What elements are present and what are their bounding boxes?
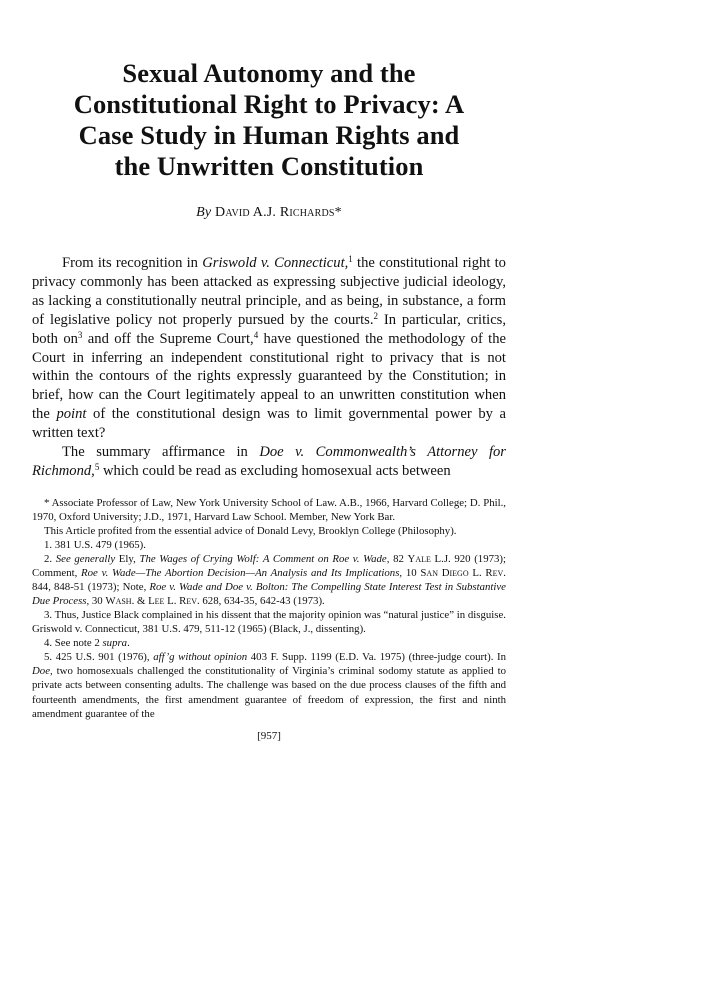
text-run: 82	[389, 553, 408, 566]
author-footnote-mark: *	[334, 205, 342, 220]
footnote-star: * Associate Professor of Law, New York University School of Law. A.B., 1966, Harvard College; D. Phil., 1970, Oxford University; J.D., 1971, Harvard Law School. Member, New York Bar.	[32, 496, 506, 523]
text-run: 10	[402, 567, 421, 580]
article-citation: Roe v. Wade—The Abortion Decision—An Analysis and Its Implications,	[81, 567, 403, 580]
footnote-3: 3. Thus, Justice Black complained in his dissent that the majority opinion was “natural justice” in disguise. Griswold v. Connecticut, 381 U.S. 479, 511-12 (1965) (Black, J., dissenting).	[32, 609, 506, 636]
footnote-ref-2: 2	[373, 310, 378, 321]
article-body	[32, 254, 506, 481]
footnote-ref-1: 1	[348, 254, 353, 264]
case-name: Griswold v. Connecticut,	[202, 255, 349, 271]
footnote-2	[32, 552, 506, 608]
footnote-4	[32, 636, 506, 650]
footnote-5	[32, 650, 506, 720]
journal-name: Rev.	[485, 567, 506, 580]
signal: aff’g without opinion	[153, 651, 248, 664]
journal-name: Yale	[407, 553, 431, 566]
text-run: which could be read as excluding homosexual acts between	[99, 462, 451, 479]
byline-by: By	[196, 205, 212, 220]
text-run: of the constitutional design was to limit governmental power by a written text?	[32, 406, 506, 442]
text-run: 4. See note 2	[44, 637, 103, 650]
text-run: 30	[89, 595, 106, 608]
text-run: The summary affirmance in	[62, 444, 260, 461]
body-paragraph-2	[32, 443, 506, 481]
page-number: [957]	[257, 729, 281, 742]
emphasis: point	[56, 406, 87, 423]
article-citation: The Wages of Crying Wolf: A Comment on Roe v. Wade,	[139, 553, 390, 566]
title-line: Sexual Autonomy and the	[122, 58, 416, 88]
footnote-acknowledgment: This Article profited from the essential advice of Donald Levy, Brooklyn College (Philosophy).	[44, 524, 457, 537]
text-run: 403 F. Supp. 1199 (E.D. Va. 1975) (three-judge court). In	[247, 651, 507, 664]
body-paragraph-1	[32, 254, 506, 443]
text-run: 2.	[44, 553, 56, 566]
case-name: Doe v. Commonwealth’s Attorney for Richmond,	[32, 444, 506, 479]
text-run: 844, 848-51 (1973); Note,	[32, 581, 150, 594]
text-run: In particular, critics, both on	[32, 311, 507, 347]
footnotes	[32, 496, 506, 721]
text-run: the constitutional right to privacy commonly has been attacked as expressing subjective judicial ideology, as lacking a constitutionally neutral principle, and as being, in substance, a form of legislative policy not properly pursued by the courts.	[32, 255, 506, 328]
signal: supra	[102, 637, 128, 650]
text-run: L.	[468, 567, 486, 580]
footnote-ref-4: 4	[253, 329, 259, 340]
article-title	[32, 58, 506, 182]
footnote-ref-3: 3	[77, 329, 83, 340]
text-run: 5. 425 U.S. 901 (1976),	[44, 651, 154, 664]
author-name: David A.J. Richards	[215, 205, 335, 220]
footnote-1: 1. 381 U.S. 479 (1965).	[44, 539, 146, 552]
text-run: Ely,	[115, 553, 140, 566]
text-run: have questioned the methodology of the Court in inferring an independent constitutional right to privacy that is not within the contours of the rights expressly guaranteed by the Constitution; in brief, how can the Court legitimately appeal to an unwritten constitution when the	[32, 330, 507, 423]
text-run: From its recognition in	[62, 255, 203, 271]
text-run: L.J. 920 (1973); Comment,	[32, 553, 506, 580]
title-line: Constitutional Right to Privacy: A	[73, 89, 465, 119]
text-run: and off the Supreme Court,	[82, 330, 254, 347]
signal: See generally	[55, 553, 116, 566]
journal-name: Wash. & Lee L. Rev.	[105, 595, 200, 608]
journal-name: San Diego	[420, 567, 469, 580]
title-line: the Unwritten Constitution	[114, 151, 424, 181]
text-run: 628, 634-35, 642-43 (1973).	[199, 595, 325, 608]
byline	[32, 205, 506, 221]
text-run: two homosexuals challenged the constitutionality of Virginia’s criminal sodomy statute as applied to private acts between consenting adults. The challenge was based on the due process clauses of the fifth and fourteenth amendments, the first amendment guarantee of freedom of expression, the first and ninth amendment guarantee of the	[32, 665, 506, 720]
text-run: .	[127, 637, 130, 650]
title-line: Case Study in Human Rights and	[78, 120, 460, 150]
case-name: Doe,	[32, 665, 53, 678]
footnote-ref-5: 5	[94, 461, 100, 472]
article-page	[32, 58, 506, 742]
article-citation: Roe v. Wade and Doe v. Bolton: The Compelling State Interest Test in Substantive Due Process,	[32, 581, 506, 608]
